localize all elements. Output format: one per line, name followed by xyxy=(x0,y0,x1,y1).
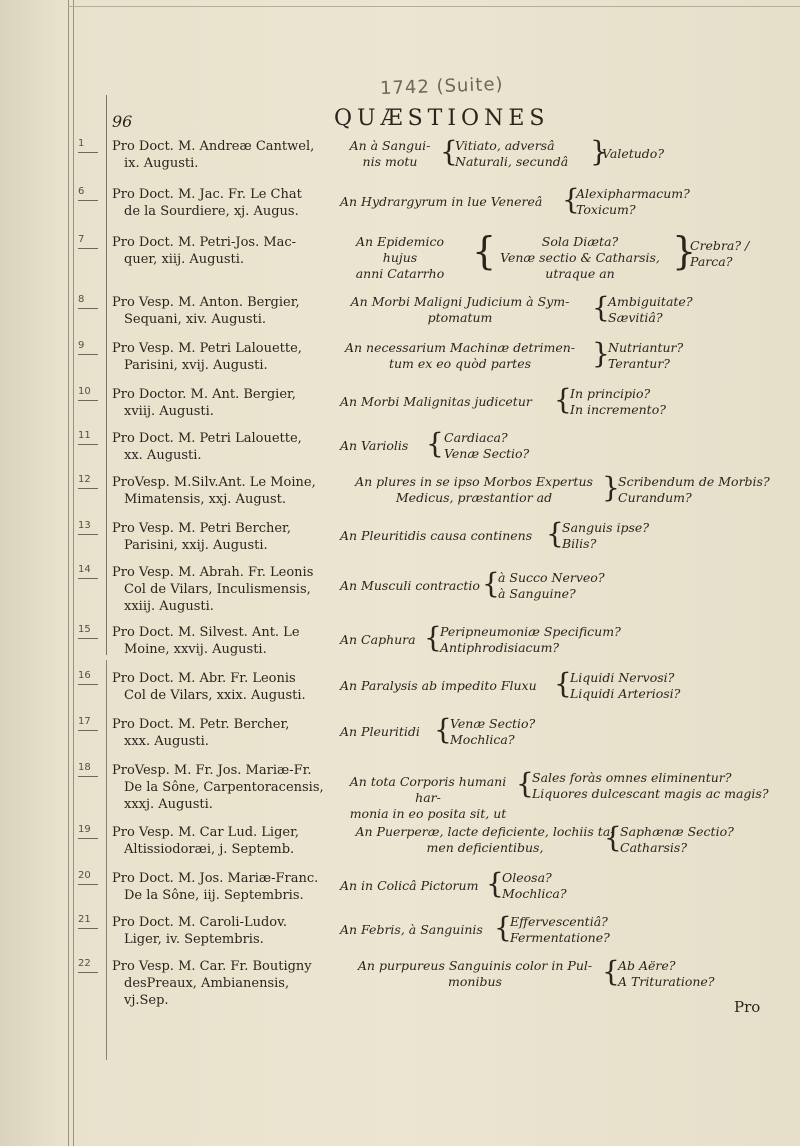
brace: { xyxy=(494,911,512,944)
defender-name: Pro Doct. M. Caroli-Ludov. Liger, iv. Septembris. xyxy=(112,915,288,947)
defender-name: Pro Doct. M. Petr. Bercher, xxx. Augusti. xyxy=(112,717,290,749)
catchword: Pro xyxy=(734,998,761,1016)
options: Peripneumoniæ Specificum? Antiphrodisiacum? xyxy=(440,624,621,655)
options: à Succo Nerveo? à Sanguine? xyxy=(498,570,605,601)
margin-number: 11 xyxy=(78,430,104,445)
defender-name: Pro Doctor. M. Ant. Bergier, xviij. Augusti. xyxy=(112,387,296,419)
options: Ambiguitate? Sævitiâ? xyxy=(608,294,693,325)
margin-number: 10 xyxy=(78,386,104,401)
brace: } xyxy=(672,229,697,273)
defender-name: Pro Vesp. M. Abrah. Fr. Leonis Col de Vilars, Inculismensis, xxiij. Augusti. xyxy=(112,565,314,614)
defender-name: Pro Doct. M. Silvest. Ant. Le Moine, xxvij. Augusti. xyxy=(112,625,300,657)
margin-number: 8 xyxy=(78,294,104,309)
margin-number: 9 xyxy=(78,340,104,355)
defender-name: Pro Doct. M. Andreæ Cantwel, ix. Augusti. xyxy=(112,139,315,171)
brace: { xyxy=(592,291,610,324)
brace: { xyxy=(554,667,572,700)
brace: } xyxy=(592,337,610,370)
brace: { xyxy=(472,229,497,273)
defender-name: Pro Vesp. M. Petri Bercher, Parisini, xxij. Augusti. xyxy=(112,521,291,553)
options: Scribendum de Morbis? Curandum? xyxy=(618,474,770,505)
brace: { xyxy=(434,713,452,746)
options: Saphænæ Sectio? Catharsis? xyxy=(620,824,734,855)
margin-number: 21 xyxy=(78,914,104,929)
options: Ab Aëre? A Trituratione? xyxy=(618,958,715,989)
options: Cardiaca? Venæ Sectio? xyxy=(444,430,530,461)
margin-number: 14 xyxy=(78,564,104,579)
brace: { xyxy=(486,867,504,900)
running-title: QUÆSTIONES xyxy=(334,106,550,131)
options: Sola Diæta? Venæ sectio & Catharsis, utraque an xyxy=(500,234,660,281)
options: Effervescentiâ? Fermentatione? xyxy=(510,914,610,945)
brace: { xyxy=(516,767,534,800)
margin-number: 16 xyxy=(78,670,104,685)
brace: { xyxy=(482,567,500,600)
margin-number: 13 xyxy=(78,520,104,535)
options: Venæ Sectio? Mochlica? xyxy=(450,716,536,747)
options: Nutriantur? Terantur? xyxy=(608,340,684,371)
brace: { xyxy=(546,517,564,550)
options: Sales foràs omnes eliminentur? Liquores dulcescant magis ac magis? xyxy=(532,770,769,801)
margin-number: 17 xyxy=(78,716,104,731)
page-number: 96 xyxy=(112,112,133,131)
options: Liquidi Nervosi? Liquidi Arteriosi? xyxy=(570,670,681,701)
defender-name: ProVesp. M.Silv.Ant. Le Moine, Mimatensis, xxj. August. xyxy=(112,475,316,507)
options: Sanguis ipse? Bilis? xyxy=(562,520,650,551)
margin-number: 22 xyxy=(78,958,104,973)
brace: { xyxy=(426,427,444,460)
options: Alexipharmacum? Toxicum? xyxy=(576,186,690,217)
margin-number: 19 xyxy=(78,824,104,839)
margin-number: 6 xyxy=(78,186,104,201)
document-page: 1742 (Suite) 96 QUÆSTIONES 1 Pro Doct. M. Andreæ Cantwel, ix. Augusti. An à Sangui- nis motu { Vitiato, adversâ Naturali, secundâ } Valetudo? 6 Pro Doct. M. Jac. Fr. Le Chat de la Sourdiere, xj. Augus. An Hydrargyrum in lue Venereâ { Alexipharmacum? Toxicum? 7 Pro Doct. M. Petri-Jos. Mac- quer, xiij. Augusti. An Epidemico hujus anni Catarrho { Sola Diæta? Venæ sectio & Catharsis, utraque an } Crebra? / Parca? 8 Pro Vesp. M. Anton. Bergier, Sequani, xiv. Augusti. An Morbi Maligni Judicium à Sym- ptomatum { Ambiguitate? Sævitiâ? 9 Pro Vesp. M. Petri Lalouette, Parisini, xvij. Augusti. An necessarium Machinæ detrimen- tum ex eo quòd partes } Nutriantur? Terantur? 10 Pro Doctor. M. Ant. Bergier, xviij. Augusti. An Morbi Malignitas judicetur { In principio? In incremento? 11 Pro Doct. M. Petri Lalouette, xx. Augusti. An Variolis { Cardiaca? Venæ Sectio? 12 ProVesp. M.Silv.Ant. Le Moine, Mimatensis, xxj. August. An plures in se ipso Morbos Expertus Medicus, præstantior ad } Scribendum de Morbis? Curandum? 13 Pro Vesp. M. Petri Bercher, Parisini, xxij. Augusti. An Pleuritidis causa continens { Sanguis ipse? Bilis? 14 Pro Vesp. M. Abrah. Fr. Leonis Col de Vilars, Inculismensis, xxiij. Augusti. An Musculi contractio { à Succo Nerveo? à Sanguine? 15 Pro Doct. M. Silvest. Ant. Le Moine, xxvij. Augusti. An Caphura { Peripneumoniæ Specificum? Antiphrodisiacum? 16 Pro Doct. M. Abr. Fr. Leonis Col de Vilars, xxix. Augusti. An Paralysis ab impedito Fluxu { Liquidi Nervosi? Liquidi Arteriosi? 17 Pro Doct. M. Petr. Bercher, xxx. Augusti. An Pleuritidi { Venæ Sectio? Mochlica? 18 ProVesp. M. Fr. Jos. Mariæ-Fr. De la Sône, Carpentoracensis, xxxj. Augusti. An tota Corporis humani har- monia in eo posita sit, ut { Sales foràs omnes eliminentur? Liquores dulcescant magis ac magis? 19 Pro Vesp. M. Car Lud. Liger, Altissiodoræi, j. Septemb. An Puerperæ, lacte deficiente, lochiis ta- men deficientibus, { Saphænæ Sectio? Catharsis? 20 Pro Doct. M. Jos. Mariæ-Franc. De la Sône, iij. Septembris. An in Colicâ Pictorum { Oleosa? Mochlica? 21 Pro Doct. M. Caroli-Ludov. Liger, iv. Septembris. An Febris, à Sanguinis { Effervescentiâ? Fermentatione? 22 Pro Vesp. M. Car. Fr. Boutigny desPreaux, Ambianensis, vj.Sep. An purpureus Sanguinis color in Pul- monibus { Ab Aëre? A Trituratione? Pro xyxy=(0,0,800,1146)
defender-name: Pro Doct. M. Jos. Mariæ-Franc. De la Sône, iij. Septembris. xyxy=(112,871,319,903)
defender-name: Pro Doct. M. Abr. Fr. Leonis Col de Vilars, xxix. Augusti. xyxy=(112,671,306,703)
brace: { xyxy=(554,383,572,416)
options: Vitiato, adversâ Naturali, secundâ xyxy=(455,138,569,169)
defender-name: Pro Vesp. M. Petri Lalouette, Parisini, xvij. Augusti. xyxy=(112,341,302,373)
margin-number: 12 xyxy=(78,474,104,489)
defender-name: Pro Doct. M. Petri-Jos. Mac- quer, xiij. Augusti. xyxy=(112,235,297,267)
margin-rule xyxy=(106,660,107,1060)
page-edge xyxy=(73,0,74,1146)
defender-name: ProVesp. M. Fr. Jos. Mariæ-Fr. De la Sône, Carpentoracensis, xxxj. Augusti. xyxy=(112,763,324,812)
question-tail: Crebra? / Parca? xyxy=(690,238,750,269)
top-rule xyxy=(68,6,800,7)
defender-name: Pro Doct. M. Petri Lalouette, xx. Augusti. xyxy=(112,431,302,463)
margin-number: 18 xyxy=(78,762,104,777)
defender-name: Pro Vesp. M. Car Lud. Liger, Altissiodoræi, j. Septemb. xyxy=(112,825,300,857)
page-edge xyxy=(68,0,69,1146)
question-tail: Valetudo? xyxy=(602,146,665,161)
brace: { xyxy=(562,183,580,216)
options: Oleosa? Mochlica? xyxy=(502,870,567,901)
margin-number: 15 xyxy=(78,624,104,639)
defender-name: Pro Vesp. M. Car. Fr. Boutigny desPreaux, Ambianensis, vj.Sep. xyxy=(112,959,312,1008)
brace: { xyxy=(602,955,620,988)
margin-number: 20 xyxy=(78,870,104,885)
brace: { xyxy=(424,621,442,654)
defender-name: Pro Vesp. M. Anton. Bergier, Sequani, xiv. Augusti. xyxy=(112,295,300,327)
margin-number: 1 xyxy=(78,138,104,153)
defender-name: Pro Doct. M. Jac. Fr. Le Chat de la Sourdiere, xj. Augus. xyxy=(112,187,302,219)
options: In principio? In incremento? xyxy=(570,386,666,417)
brace: { xyxy=(604,821,622,854)
brace: { xyxy=(440,135,458,168)
handwritten-note: 1742 (Suite) xyxy=(379,73,504,100)
margin-number: 7 xyxy=(78,234,104,249)
margin-rule xyxy=(106,95,107,655)
brace: } xyxy=(602,471,620,504)
brace: } xyxy=(590,135,608,168)
